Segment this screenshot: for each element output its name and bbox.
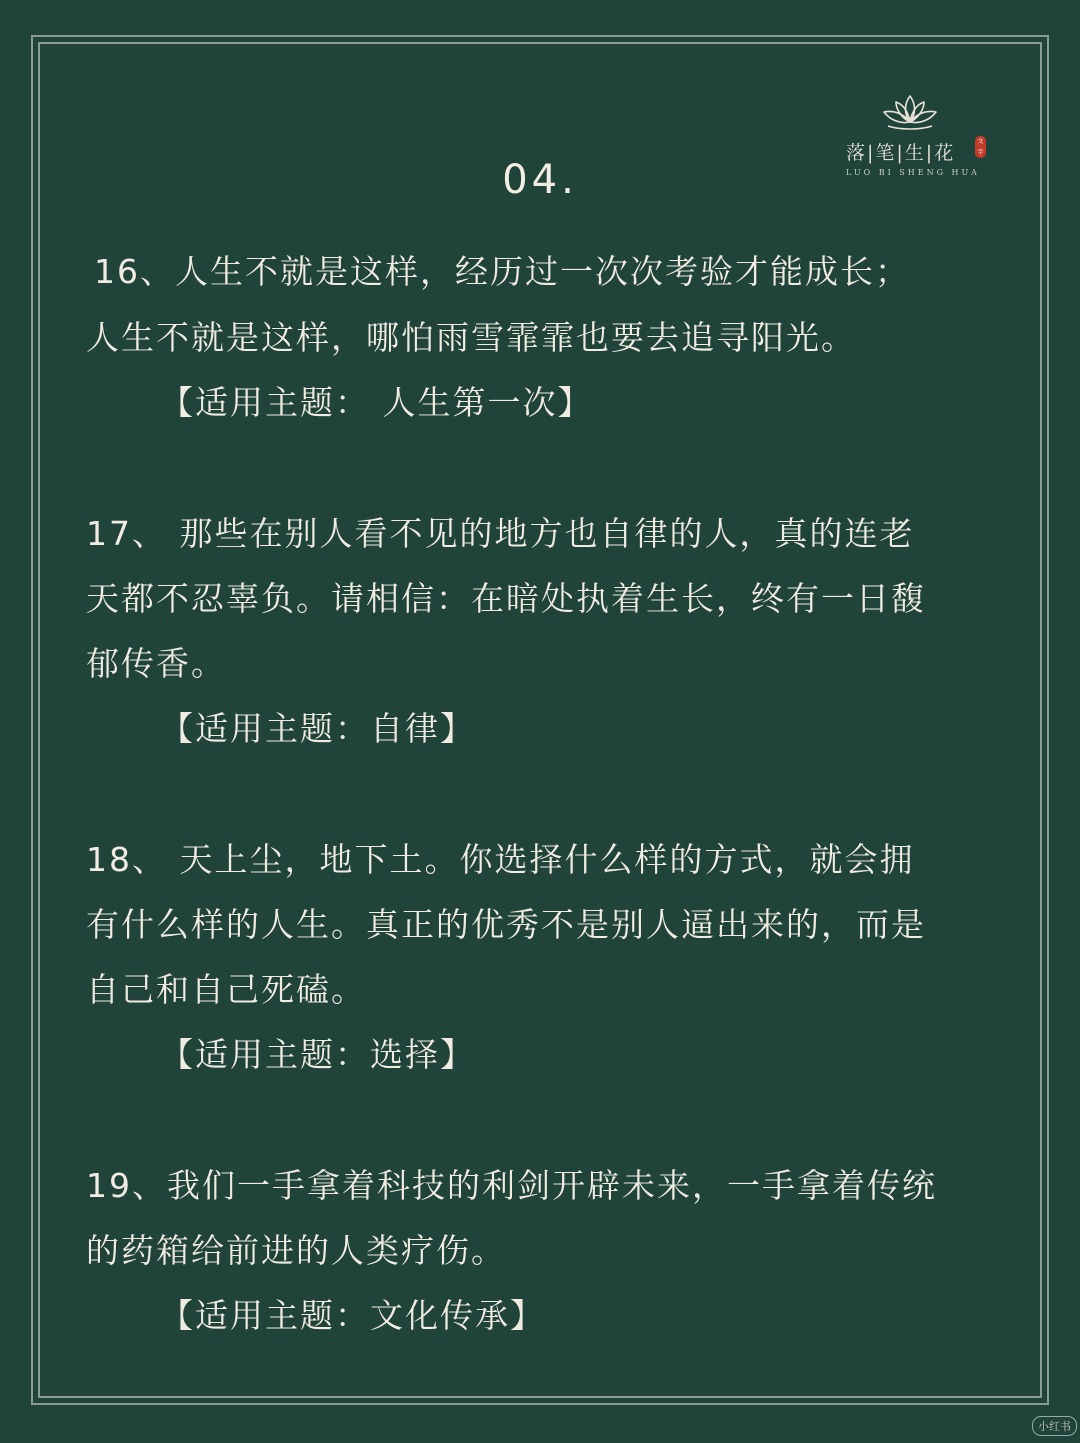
entry-17-line-2: 天都不忍辜负。请相信：在暗处执着生长，终有一日馥 bbox=[86, 579, 926, 618]
entry-18-line-2: 有什么样的人生。真正的优秀不是别人逼出来的，而是 bbox=[86, 905, 926, 944]
entry-18-line-3: 自己和自己死磕。 bbox=[86, 970, 366, 1009]
entry-17-line-3: 郁传香。 bbox=[86, 644, 226, 683]
entry-18-line-1: 18、 天上尘，地下土。你选择什么样的方式，就会拥 bbox=[86, 840, 915, 879]
entry-16-line-2: 人生不就是这样，哪怕雨雪霏霏也要去追寻阳光。 bbox=[86, 318, 856, 357]
logo-seal: 文字 bbox=[975, 136, 986, 158]
entry-17-line-1: 17、 那些在别人看不见的地方也自律的人，真的连老 bbox=[86, 514, 915, 553]
entry-19-line-2: 的药箱给前进的人类疗伤。 bbox=[86, 1231, 506, 1270]
entry-16-theme: 【适用主题： 人生第一次】 bbox=[160, 383, 593, 422]
logo-chinese-text: 落|笔|生|花 bbox=[846, 142, 956, 164]
entry-19-theme: 【适用主题：文化传承】 bbox=[160, 1296, 545, 1335]
page-heading: 04. bbox=[502, 157, 578, 203]
entry-17-theme: 【适用主题：自律】 bbox=[160, 709, 475, 748]
watermark: 小红书 bbox=[1032, 1416, 1077, 1436]
lotus-icon bbox=[878, 92, 942, 132]
logo-pinyin-text: LUO BI SHENG HUA bbox=[846, 168, 980, 177]
entry-16-line-1: 16、人生不就是这样，经历过一次次考验才能成长； bbox=[94, 252, 910, 291]
entry-19-line-1: 19、我们一手拿着科技的利剑开辟未来，一手拿着传统 bbox=[86, 1166, 937, 1205]
entry-18-theme: 【适用主题：选择】 bbox=[160, 1035, 475, 1074]
